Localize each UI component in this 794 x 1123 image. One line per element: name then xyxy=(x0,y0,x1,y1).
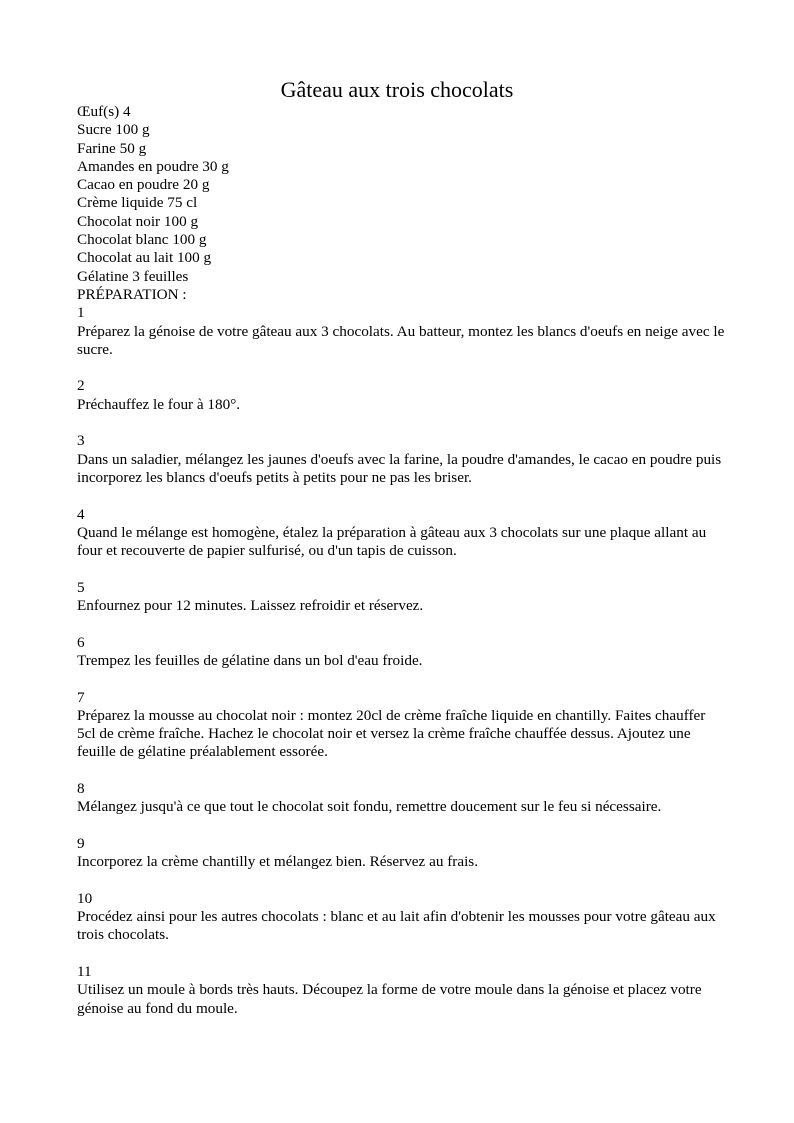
ingredient-item: Chocolat blanc 100 g xyxy=(77,231,207,249)
ingredient-item: Œuf(s) 4 xyxy=(77,103,131,120)
ingredient-item: Chocolat au lait 100 g xyxy=(77,249,212,267)
step-text: Procédez ainsi pour les autres chocolats : blanc et au lait afin d'obtenir les mousses pour votre gâteau aux trois chocolats. xyxy=(77,908,716,944)
document-body xyxy=(77,103,727,1036)
ingredient-item: Sucre 100 g xyxy=(77,121,150,139)
step-number: 5 xyxy=(77,578,85,596)
preparation-step xyxy=(77,689,727,762)
step-number: 8 xyxy=(77,779,85,797)
step-text: Préparez la génoise de votre gâteau aux 3 chocolats. Au batteur, montez les blancs d'oeufs en neige avec le sucre. xyxy=(77,322,725,358)
preparation-step xyxy=(77,377,727,414)
step-number: 2 xyxy=(77,377,85,395)
step-number: 10 xyxy=(77,889,93,907)
step-text: Quand le mélange est homogène, étalez la préparation à gâteau aux 3 chocolats sur une plaque allant au four et recouverte de papier sulfurisé, ou d'un tapis de cuisson. xyxy=(77,523,707,560)
preparation-step xyxy=(77,432,727,487)
preparation-step xyxy=(77,890,727,945)
step-number: 11 xyxy=(77,962,92,980)
step-text: Trempez les feuilles de gélatine dans un bol d'eau froide. xyxy=(77,651,423,669)
ingredient-item: Amandes en poudre 30 g xyxy=(77,157,229,175)
ingredient-item: Chocolat noir 100 g xyxy=(77,212,199,230)
step-text: Préchauffez le four à 180°. xyxy=(77,395,241,413)
document-title: Gâteau aux trois chocolats xyxy=(280,77,514,102)
preparation-step xyxy=(77,963,727,1018)
step-text: Dans un saladier, mélangez les jaunes d'oeufs avec la farine, la poudre d'amandes, le cacao en poudre puis incorporez les blancs d'oeufs petits à petits pour ne pas les briser. xyxy=(77,450,722,486)
step-number: 9 xyxy=(77,834,85,852)
preparation-step xyxy=(77,304,727,359)
step-number: 1 xyxy=(77,304,85,322)
step-number: 4 xyxy=(77,505,85,523)
preparation-step xyxy=(77,579,727,616)
ingredients-list xyxy=(77,103,727,286)
preparation-step xyxy=(77,634,727,671)
ingredient-item: Farine 50 g xyxy=(77,139,147,157)
step-text: Préparez la mousse au chocolat noir : montez 20cl de crème fraîche liquide en chantilly. Faites chauffer 5cl de crème fraîche. Hachez le chocolat noir et versez la crème fraîche chauffée dessus. Ajoutez une feuille de gélatine préalablement essorée. xyxy=(77,706,706,761)
step-text: Incorporez la crème chantilly et mélangez bien. Réservez au frais. xyxy=(77,853,479,871)
ingredient-item: Crème liquide 75 cl xyxy=(77,194,198,212)
preparation-step xyxy=(77,780,727,817)
steps-list xyxy=(77,304,727,1018)
step-text: Enfournez pour 12 minutes. Laissez refroidir et réservez. xyxy=(77,597,424,615)
ingredient-item: Gélatine 3 feuilles xyxy=(77,267,189,285)
ingredient-item: Cacao en poudre 20 g xyxy=(77,176,210,194)
preparation-heading: PRÉPARATION : xyxy=(77,285,187,303)
step-number: 7 xyxy=(77,688,85,706)
preparation-step xyxy=(77,835,727,872)
step-number: 3 xyxy=(77,432,85,450)
step-number: 6 xyxy=(77,633,85,651)
preparation-step xyxy=(77,506,727,561)
step-text: Mélangez jusqu'à ce que tout le chocolat soit fondu, remettre doucement sur le feu si nécessaire. xyxy=(77,798,662,816)
step-text: Utilisez un moule à bords très hauts. Découpez la forme de votre moule dans la génoise et placez votre génoise au fond du moule. xyxy=(77,981,702,1017)
